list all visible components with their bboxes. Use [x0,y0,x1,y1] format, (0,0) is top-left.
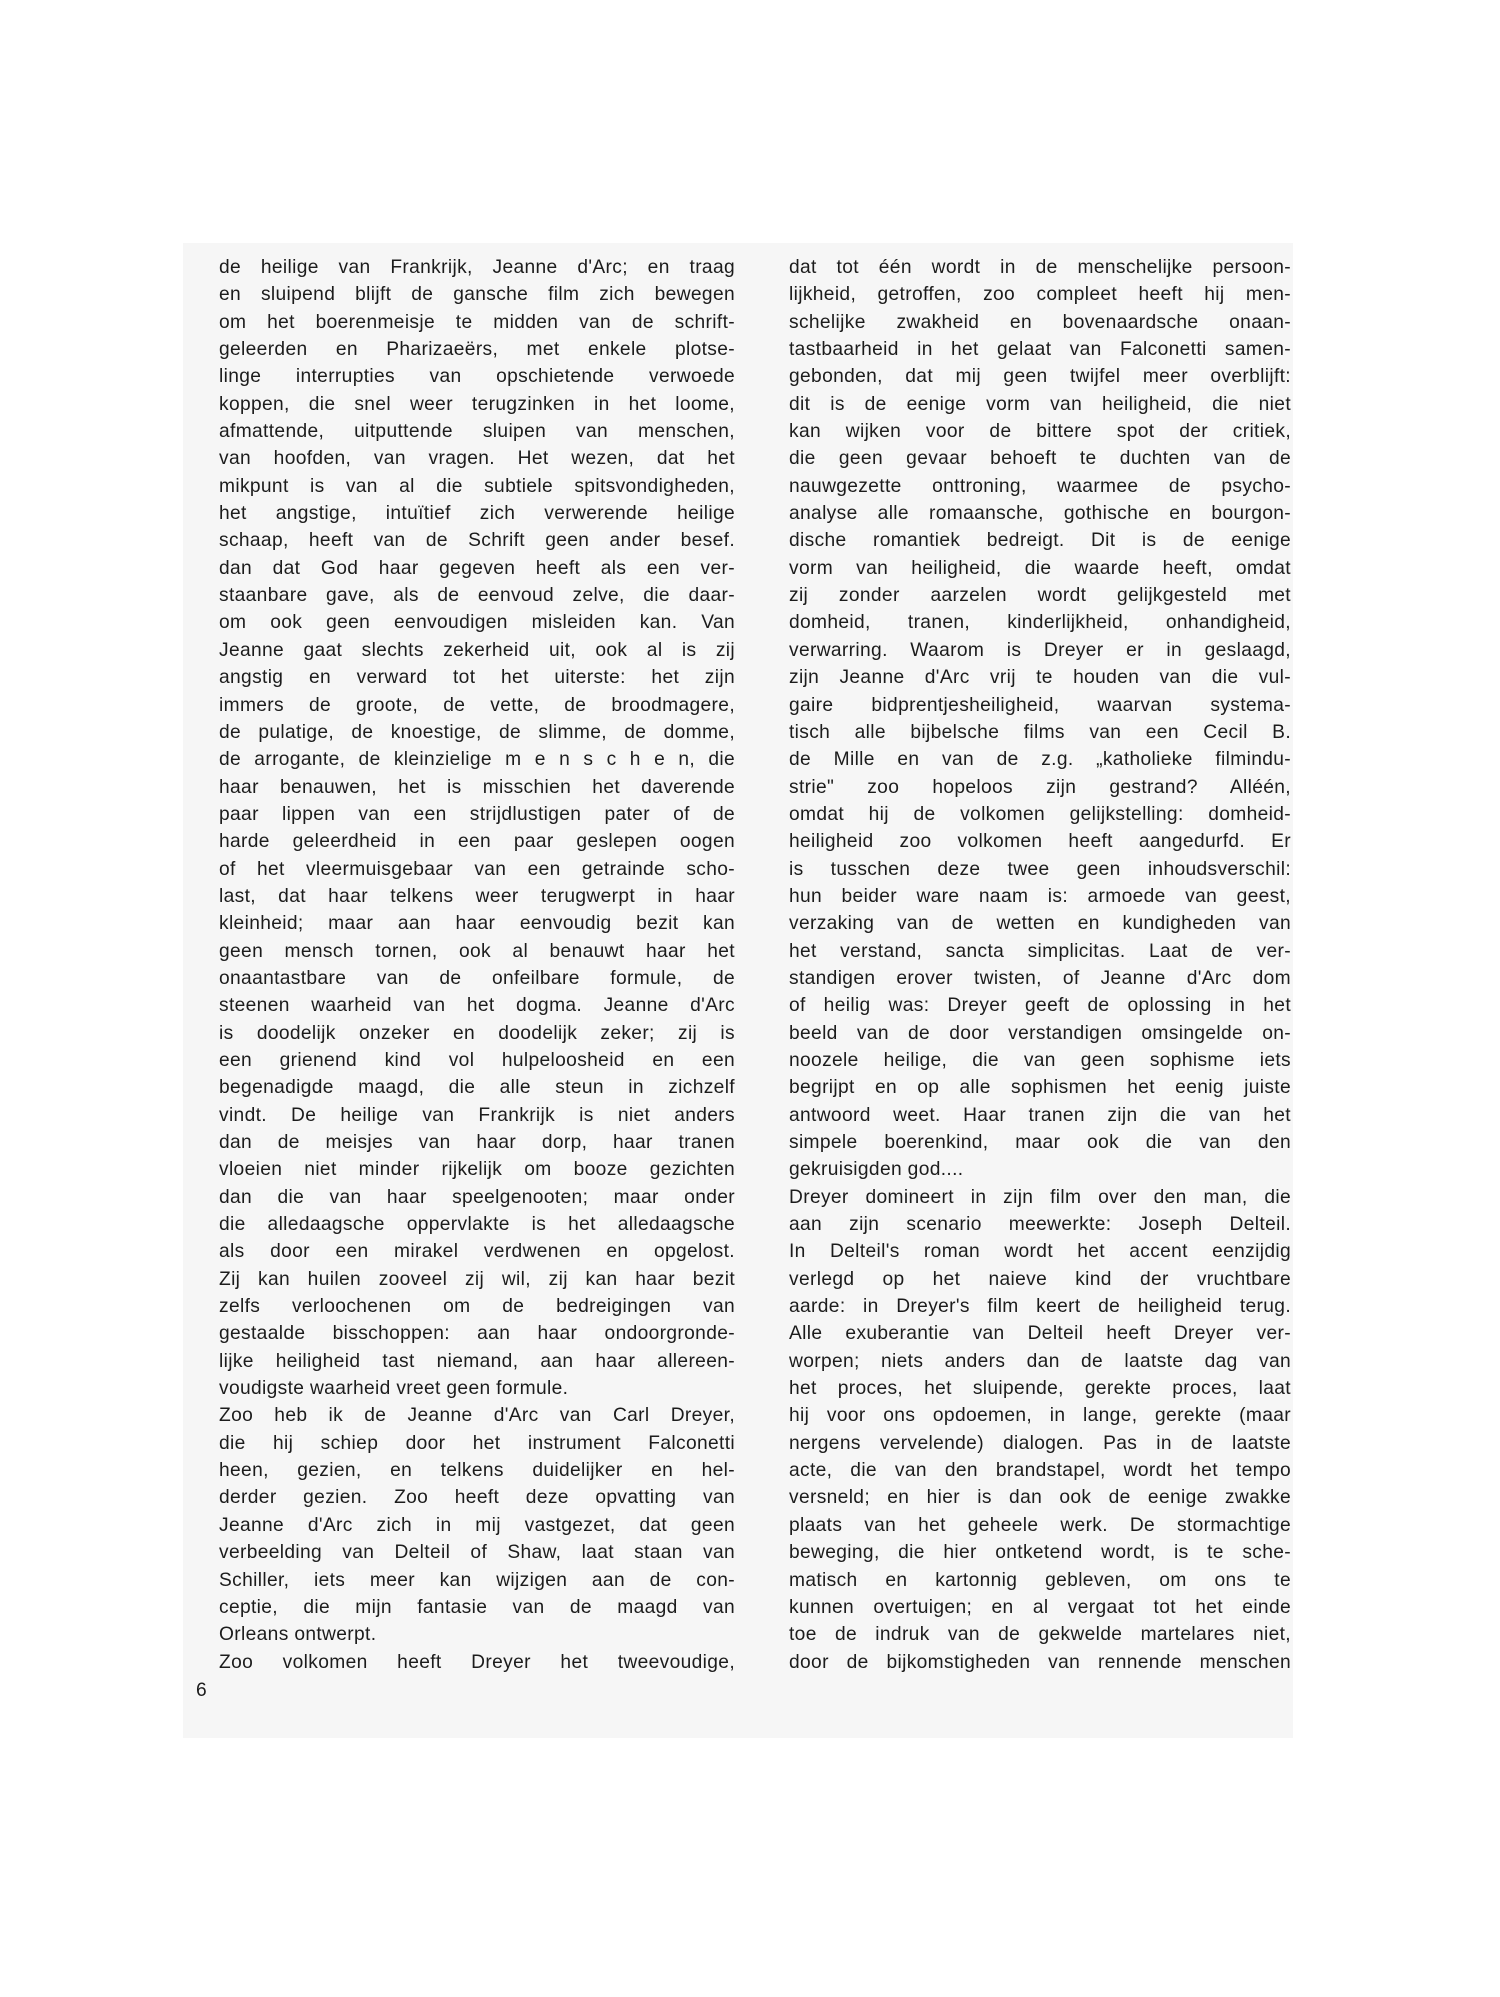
page-number: 6 [196,1680,207,1701]
text-line: derder gezien. Zoo heeft deze opvatting van [219,1487,735,1509]
text-line: standigen erover twisten, of Jeanne d'Arc dom [789,967,1291,989]
text-line: kleinheid; maar aan haar eenvoudig bezit kan [219,913,735,935]
text-line: verzaking van de wetten en kundigheden van [789,913,1291,935]
text-line: worpen; niets anders dan de laatste dag van [789,1350,1291,1372]
text-line: tisch alle bijbelsche films van een Cecil B. [789,721,1291,743]
text-line: zijn Jeanne d'Arc vrij te houden van die vul- [789,667,1291,689]
text-line: In Delteil's roman wordt het accent eenzijdig [789,1241,1291,1263]
text-line: domheid, tranen, kinderlijkheid, onhandigheid, [789,612,1291,634]
text-column-right [789,254,1291,1676]
text-line: vloeien niet minder rijkelijk om booze gezichten [219,1159,735,1181]
text-line: mikpunt is van al die subtiele spitsvondigheden, [219,475,735,497]
text-line: omdat hij de volkomen gelijkstelling: domheid- [789,803,1291,825]
text-line: het angstige, intuïtief zich verwerende heilige [219,503,735,525]
text-line: steenen waarheid van het dogma. Jeanne d'Arc [219,995,735,1017]
text-line: Zoo heb ik de Jeanne d'Arc van Carl Dreyer, [219,1405,735,1427]
text-line: schaap, heeft van de Schrift geen ander besef. [219,530,735,552]
text-line: onaantastbare van de onfeilbare formule, de [219,967,735,989]
text-line: hun beider ware naam is: armoede van geest, [789,885,1291,907]
text-line: de pulatige, de knoestige, de slimme, de domme, [219,721,735,743]
text-line: noozele heilige, die van geen sophisme iets [789,1049,1291,1071]
text-line: toe de indruk van de gekwelde martelares niet, [789,1624,1291,1646]
text-line: linge interrupties van opschietende verwoede [219,366,735,388]
text-line: een grienend kind vol hulpeloosheid en een [219,1049,735,1071]
text-line: kunnen overtuigen; en al vergaat tot het einde [789,1596,1291,1618]
text-line: last, dat haar telkens weer terugwerpt in haar [219,885,735,907]
text-line: dat tot één wordt in de menschelijke persoon- [789,257,1291,278]
text-line: kan wijken voor de bittere spot der critiek, [789,421,1291,443]
text-line: Orleans ontwerpt. [219,1624,377,1646]
text-line: nauwgezette onttroning, waarmee de psycho- [789,475,1291,497]
text-line: van hoofden, van vragen. Het wezen, dat het [219,448,735,470]
text-line: staanbare gave, als de eenvoud zelve, die daar- [219,585,735,607]
text-line: gebonden, dat mij geen twijfel meer overblijft: [789,366,1291,388]
text-line: acte, die van den brandstapel, wordt het tempo [789,1460,1291,1482]
text-line: gaire bidprentjesheiligheid, waarvan systema- [789,694,1291,716]
text-line: versneld; en hier is dan ook de eenige zwakke [789,1487,1291,1509]
text-line: voudigste waarheid vreet geen formule. [219,1378,569,1400]
text-line: dische romantiek bedreigt. Dit is de eenige [789,530,1291,552]
text-line: koppen, die snel weer terugzinken in het loome, [219,393,735,415]
text-line: aarde: in Dreyer's film keert de heiligheid terug. [789,1296,1291,1318]
text-line: gestaalde bisschoppen: aan haar ondoorgronde- [219,1323,735,1345]
text-line: geen mensch tornen, ook al benauwt haar het [219,940,735,962]
text-line: haar benauwen, het is misschien het daverende [219,776,735,798]
text-line: angstig en verward tot het uiterste: het zijn [219,667,735,689]
text-line: het proces, het sluipende, gerekte proces, laat [789,1378,1291,1400]
text-line: of heilig was: Dreyer geeft de oplossing in het [789,995,1291,1017]
text-line: matisch en kartonnig gebleven, om ons te [789,1569,1291,1591]
text-line: Alle exuberantie van Delteil heeft Dreyer ver- [789,1323,1291,1345]
text-line: die alledaagsche oppervlakte is het alledaagsche [219,1214,735,1236]
text-line: de arrogante, de kleinzielige m e n s c h e n, die [219,749,735,771]
text-line: ceptie, die mijn fantasie van de maagd van [219,1596,735,1618]
text-line: verlegd op het naieve kind der vruchtbare [789,1268,1291,1290]
text-line: of het vleermuisgebaar van een getrainde scho- [219,858,735,880]
text-line: verbeelding van Delteil of Shaw, laat staan van [219,1542,735,1564]
text-line: is tusschen deze twee geen inhoudsverschil: [789,858,1291,880]
text-line: strie" zoo hopeloos zijn gestrand? Alléén, [789,776,1291,798]
text-line: lijkheid, getroffen, zoo compleet heeft hij men- [789,284,1291,306]
text-line: zelfs verloochenen om de bedreigingen van [219,1296,735,1318]
text-line: gekruisigden god.... [789,1159,964,1181]
text-line: om het boerenmeisje te midden van de schrift- [219,311,735,333]
text-line: immers de groote, de vette, de broodmagere, [219,694,735,716]
text-line: die geen gevaar behoeft te duchten van de [789,448,1291,470]
text-line: nergens vervelende) dialogen. Pas in de laatste [789,1432,1291,1454]
text-line: beweging, die hier ontketend wordt, is te sche- [789,1542,1291,1564]
text-line: om ook geen eenvoudigen misleiden kan. Van [219,612,735,634]
text-column-left [219,254,735,1676]
text-line: verwarring. Waarom is Dreyer er in geslaagd, [789,639,1291,661]
text-line: dan die van haar speelgenooten; maar onder [219,1186,735,1208]
text-line: tastbaarheid in het gelaat van Falconetti samen- [789,339,1291,361]
text-line: dan de meisjes van haar dorp, haar tranen [219,1132,735,1153]
text-line: schelijke zwakheid en bovenaardsche onaan- [789,311,1291,333]
text-line: dan dat God haar gegeven heeft als een ver- [219,557,735,579]
text-line: simpele boerenkind, maar ook die van den [789,1132,1291,1153]
text-line: Dreyer domineert in zijn film over den man, die [789,1186,1291,1208]
text-line: die hij schiep door het instrument Falconetti [219,1432,735,1454]
text-line: zij zonder aarzelen wordt gelijkgesteld met [789,585,1291,607]
text-line: is doodelijk onzeker en doodelijk zeker; zij is [219,1022,735,1044]
text-line: afmattende, uitputtende sluipen van menschen, [219,421,735,443]
text-line: heiligheid zoo volkomen heeft aangedurfd. Er [789,831,1291,853]
text-line: Jeanne d'Arc zich in mij vastgezet, dat geen [219,1514,735,1536]
text-line: door de bijkomstigheden van rennende menschen [789,1651,1291,1673]
text-line: het verstand, sancta simplicitas. Laat de ver- [789,940,1291,962]
text-line: paar lippen van een strijdlustigen pater of de [219,803,735,825]
text-line: begrijpt en op alle sophismen het eenig juiste [789,1077,1291,1099]
text-line: antwoord weet. Haar tranen zijn die van het [789,1104,1291,1126]
text-line: aan zijn scenario meewerkte: Joseph Delteil. [789,1214,1291,1236]
text-line: heen, gezien, en telkens duidelijker en hel- [219,1460,735,1482]
text-line: Jeanne gaat slechts zekerheid uit, ook al is zij [219,639,735,661]
text-line: begenadigde maagd, die alle steun in zichzelf [219,1077,735,1099]
text-line: harde geleerdheid in een paar geslepen oogen [219,831,735,853]
text-line: plaats van het geheele werk. De stormachtige [789,1514,1291,1536]
text-line: de heilige van Frankrijk, Jeanne d'Arc; en traag [219,257,735,278]
text-line: lijke heiligheid tast niemand, aan haar allereen- [219,1350,735,1372]
text-line: Zij kan huilen zooveel zij wil, zij kan haar bezit [219,1268,735,1290]
text-line: beeld van de door verstandigen omsingelde on- [789,1022,1291,1044]
text-line: hij voor ons opdoemen, in lange, gerekte (maar [789,1405,1291,1427]
text-line: als door een mirakel verdwenen en opgelost. [219,1241,735,1263]
text-line: Zoo volkomen heeft Dreyer het tweevoudige, [219,1651,735,1673]
text-line: geleerden en Pharizaeërs, met enkele plotse- [219,339,735,361]
text-line: dit is de eenige vorm van heiligheid, die niet [789,393,1291,415]
text-line: analyse alle romaansche, gothische en bourgon- [789,503,1291,525]
text-line: Schiller, iets meer kan wijzigen aan de con- [219,1569,735,1591]
text-line: vorm van heiligheid, die waarde heeft, omdat [789,557,1291,579]
text-line: de Mille en van de z.g. „katholieke filmindu- [789,749,1291,771]
text-line: vindt. De heilige van Frankrijk is niet anders [219,1104,735,1126]
text-line: en sluipend blijft de gansche film zich bewegen [219,284,735,306]
